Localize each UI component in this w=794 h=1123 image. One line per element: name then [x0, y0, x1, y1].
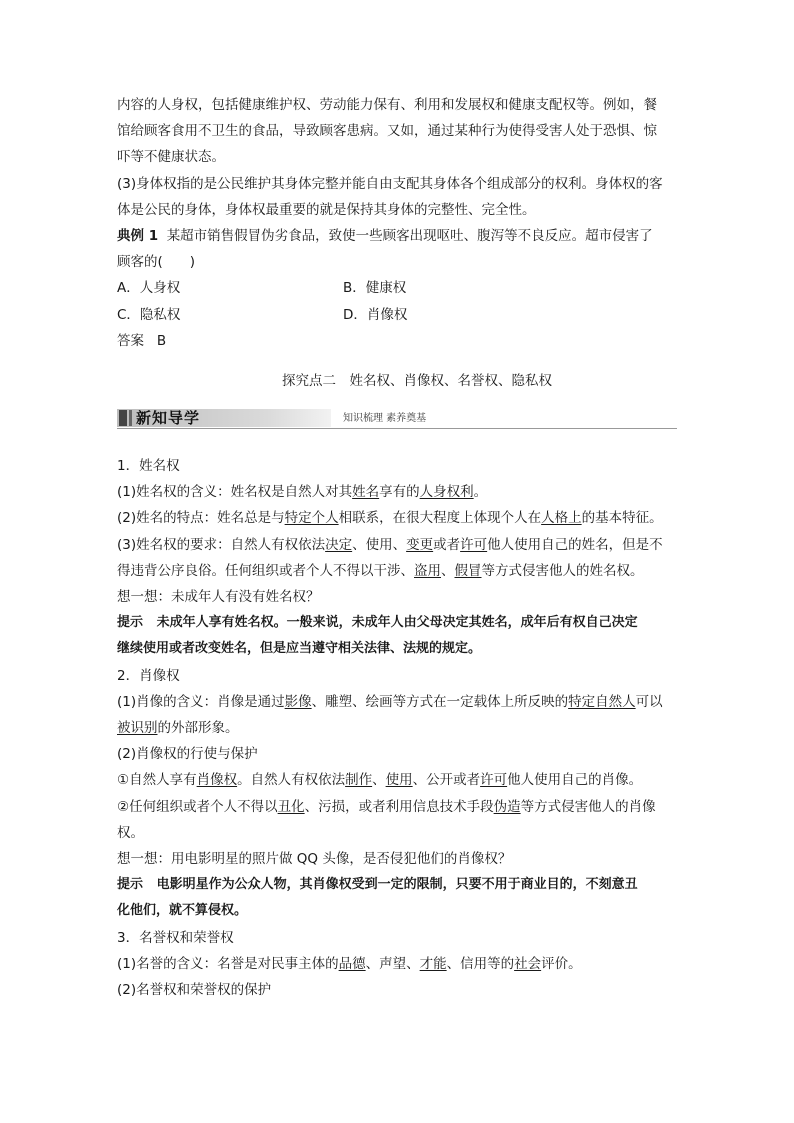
heading-reputation-right: 3．名誉权和荣誉权 [117, 929, 234, 946]
portrait-right-item-2: ②任何组织或者个人不得以丑化、污损，或者利用信息技术手段伪造等方式侵害他人的肖像 权。 [117, 798, 656, 841]
answer-label: 答案 [117, 332, 144, 349]
reputation-meaning: (1)名誉的含义：名誉是对民事主体的品德、声望、才能、信用等的社会评价。 [117, 955, 582, 972]
example-answer [117, 328, 677, 354]
option-c: C．隐私权 [117, 306, 181, 323]
section-banner [117, 407, 677, 429]
example-options [117, 275, 677, 327]
heading-portrait-right: 2．肖像权 [117, 667, 180, 684]
option-b: B．健康权 [343, 280, 407, 297]
section-title: 探究点二 姓名权、肖像权、名誉权、隐私权 [282, 372, 552, 389]
option-a: A．人身权 [117, 280, 181, 297]
paragraph-body-right: (3)身体权指的是公民维护其身体完整并能自由支配其身体各个组成部分的权利。身体权的客 体是公民的身体，身体权最重要的就是保持其身体的完整性、完全性。 [117, 175, 663, 218]
hint-2: 提示 电影明星作为公众人物，其肖像权受到一定的限制，只要不用于商业目的，不刻意丑 化他们，就不算侵权。 [117, 877, 638, 919]
portrait-exercise-heading: (2)肖像权的行使与保护 [117, 746, 258, 763]
banner-title: 新知导学 [136, 409, 201, 428]
hint-label-1: 提示 [117, 615, 144, 631]
think-question-1: 想一想：未成年人有没有姓名权？ [117, 589, 320, 606]
document-page [117, 92, 677, 1003]
example-question: 典例 1 某超市销售假冒伪劣食品，致使一些顾客出现呕吐、腹泻等不良反应。超市侵害了 顾客的( ) [117, 228, 653, 271]
answer-value: B [156, 332, 167, 349]
portrait-right-item-1: ①自然人享有肖像权。自然人有权依法制作、使用、公开或者许可他人使用自己的肖像。 [117, 772, 643, 789]
portrait-meaning: (1)肖像的含义：肖像是通过影像、雕塑、绘画等方式在一定载体上所反映的特定自然人可以 被识别的外部形象。 [117, 693, 663, 737]
name-right-requirements: (3)姓名权的要求：自然人有权依法决定、使用、变更或者许可他人使用自己的姓名，但是不 得违背公序良俗。任何组织或者个人不得以干涉、盗用、假冒等方式侵害他人的姓名权。 [117, 536, 663, 579]
banner-subtitle: 知识梳理 素养奠基 [343, 413, 427, 425]
name-right-meaning: (1)姓名权的含义：姓名权是自然人对其姓名享有的人身权利。 [117, 484, 488, 501]
hint-1: 提示 未成年人享有姓名权。一般来说，未成年人由父母决定其姓名，成年后有权自己决定 继续使用或者改变姓名，但是应当遵守相关法律、法规的规定。 [117, 615, 638, 657]
banner-bookmark-icon [119, 410, 127, 426]
think-question-2: 想一想：用电影明星的照片做 QQ 头像，是否侵犯他们的肖像权？ [117, 851, 512, 868]
banner-stripe-icon [129, 410, 132, 426]
reputation-protection-heading: (2)名誉权和荣誉权的保护 [117, 982, 272, 999]
example-label: 典例 1 [117, 228, 159, 245]
hint-label-2: 提示 [117, 877, 144, 893]
banner-divider [117, 428, 677, 429]
name-features: (2)姓名的特点：姓名总是与特定个人相联系，在很大程度上体现个人在人格上的基本特征。 [117, 510, 663, 527]
option-d: D．肖像权 [343, 306, 408, 323]
paragraph-health-right: 内容的人身权，包括健康维护权、劳动能力保有、利用和发展权和健康支配权等。例如，餐 馆给顾客食用不卫生的食品，导致顾客患病。又如，通过某种行为使得受害人处于恐惧、惊 吓等不健康状态。 [117, 97, 657, 166]
heading-name-right: 1．姓名权 [117, 458, 180, 475]
